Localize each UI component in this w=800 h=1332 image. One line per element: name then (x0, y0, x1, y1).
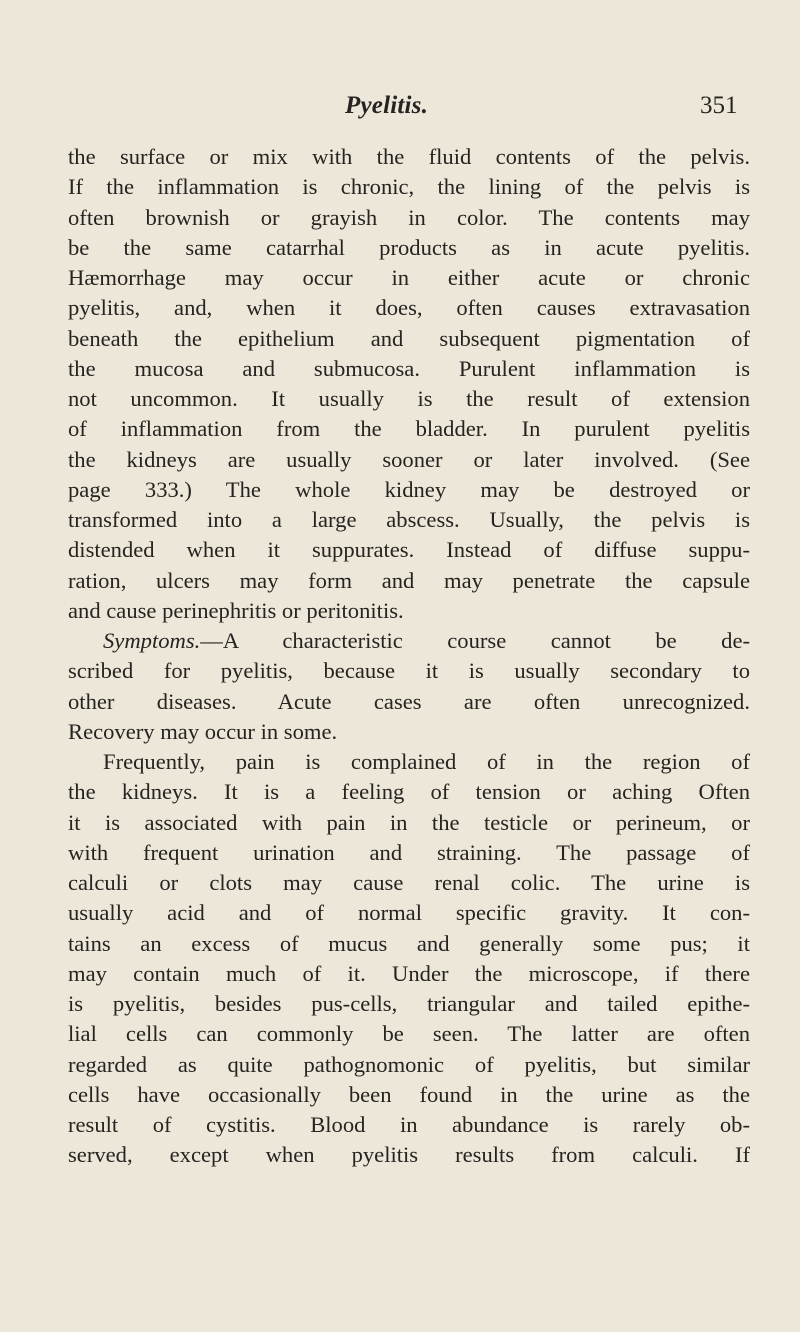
text-line: If the inflammation is chronic, the lining of the pelvis is (68, 174, 750, 200)
text-line (68, 626, 750, 656)
text-line: other diseases. Acute cases are often unrecognized. (68, 688, 750, 714)
text-line: is pyelitis, besides pus-cells, triangular and tailed epithe- (68, 991, 750, 1016)
text-line: usually acid and of normal specific gravity. It con- (68, 900, 750, 926)
text-line: calculi or clots may cause renal colic. The urine is (68, 870, 750, 895)
page-number: 351 (700, 92, 738, 119)
text-line: may contain much of it. Under the microscope, if there (68, 960, 750, 986)
text-line: the surface or mix with the fluid contents of the pelvis. (68, 144, 750, 169)
text-line: Recovery may occur in some. (68, 718, 338, 744)
text-line: ration, ulcers may form and may penetrate the capsule (68, 567, 750, 593)
text-line: served, except when pyelitis results from calculi. If (68, 1142, 750, 1168)
text-line: scribed for pyelitis, because it is usually secondary to (68, 658, 750, 684)
text-line: often brownish or grayish in color. The contents may (68, 204, 750, 230)
running-title: Pyelitis. (345, 92, 429, 119)
text-line: be the same catarrhal products as in acute pyelitis. (68, 234, 750, 260)
text-line: it is associated with pain in the testicle or perineum, or (68, 809, 750, 835)
body-text (68, 142, 750, 1171)
text-line: the mucosa and submucosa. Purulent inflammation is (68, 355, 750, 381)
text-line: result of cystitis. Blood in abundance is rarely ob- (68, 1112, 750, 1137)
text-line: Hæmorrhage may occur in either acute or chronic (68, 265, 750, 290)
text-line: of inflammation from the bladder. In purulent pyelitis (68, 416, 750, 442)
text-line: transformed into a large abscess. Usually, the pelvis is (68, 507, 750, 532)
text-line: not uncommon. It usually is the result of extension (68, 386, 750, 411)
text-line: regarded as quite pathognomonic of pyelitis, but similar (68, 1051, 750, 1077)
text-line: page 333.) The whole kidney may be destroyed or (68, 476, 750, 502)
text-line: with frequent urination and straining. The passage of (68, 839, 750, 865)
text-line: pyelitis, and, when it does, often causes extravasation (68, 295, 750, 321)
section-heading-symptoms: Symptoms. (103, 628, 201, 653)
text-line: lial cells can commonly be seen. The latter are often (68, 1021, 750, 1047)
text-line: tains an excess of mucus and generally some pus; it (68, 930, 750, 956)
text-run: —A characteristic course cannot be de- (200, 628, 750, 653)
paragraph-frequency (68, 747, 750, 1171)
text-line: and cause perinephritis or peritonitis. (68, 597, 404, 623)
text-line: the kidneys. It is a feeling of tension or aching Often (68, 779, 750, 805)
text-line: cells have occasionally been found in the urine as the (68, 1081, 750, 1107)
text-line: the kidneys are usually sooner or later involved. (See (68, 446, 750, 472)
paragraph-pathology (68, 142, 750, 626)
paragraph-symptoms (68, 626, 750, 747)
text-line: distended when it suppurates. Instead of diffuse suppu- (68, 537, 750, 563)
text-line: Frequently, pain is complained of in the region of (103, 749, 750, 774)
page-header (0, 92, 800, 128)
text-line: beneath the epithelium and subsequent pigmentation of (68, 325, 750, 351)
